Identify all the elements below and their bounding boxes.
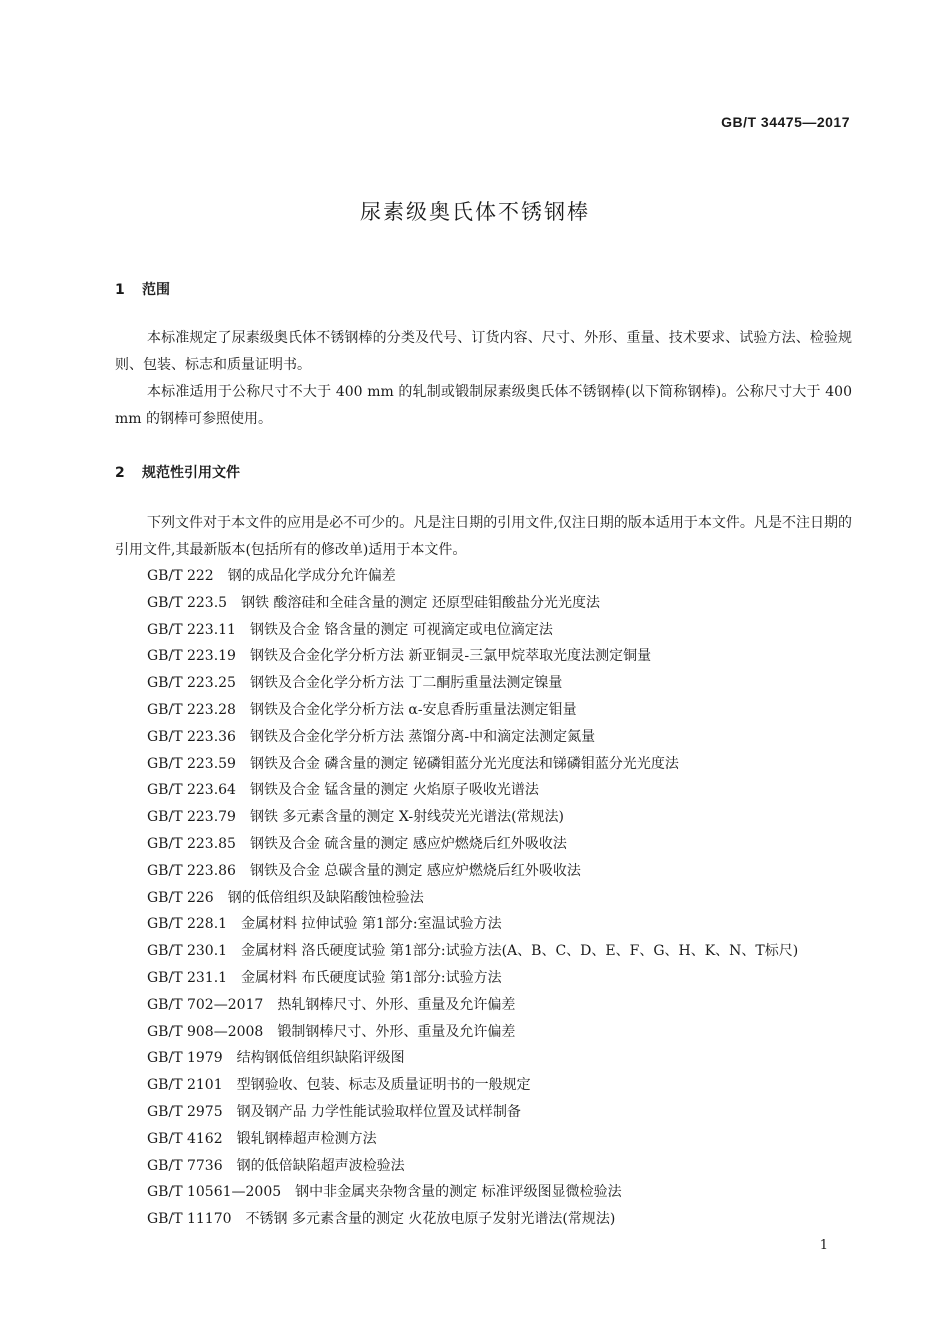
reference-item (147, 697, 798, 724)
reference-title: 钢的低倍缺陷超声波检验法 (236, 1157, 405, 1174)
reference-item (147, 643, 798, 670)
reference-code: GB/T 702—2017 (147, 996, 264, 1013)
reference-item (147, 1099, 798, 1126)
reference-code: GB/T 223.28 (147, 701, 236, 718)
reference-code: GB/T 223.36 (147, 728, 236, 745)
reference-item (147, 590, 798, 617)
reference-code: GB/T 223.86 (147, 862, 236, 879)
reference-title: 金属材料 布氏硬度试验 第1部分:试验方法 (241, 969, 502, 986)
normative-references-list (147, 563, 798, 1233)
section-number: 1 (115, 282, 125, 298)
reference-item (147, 1045, 798, 1072)
reference-code: GB/T 223.19 (147, 648, 236, 665)
reference-item (147, 563, 798, 590)
reference-code: GB/T 228.1 (147, 916, 228, 933)
reference-item (147, 751, 798, 778)
reference-code: GB/T 11170 (147, 1211, 232, 1228)
reference-title: 热轧钢棒尺寸、外形、重量及允许偏差 (277, 996, 516, 1013)
scope-paragraph-1: 本标准规定了尿素级奥氏体不锈钢棒的分类及代号、订货内容、尺寸、外形、重量、技术要求、试验方法、检验规则、包装、标志和质量证明书。 (115, 330, 852, 373)
reference-code: GB/T 223.5 (147, 594, 228, 611)
section-2-heading (115, 462, 240, 482)
reference-item (147, 1126, 798, 1153)
reference-item (147, 804, 798, 831)
reference-item (147, 992, 798, 1019)
reference-item (147, 1072, 798, 1099)
reference-code: GB/T 223.79 (147, 809, 236, 826)
reference-title: 型钢验收、包装、标志及质量证明书的一般规定 (236, 1077, 531, 1094)
document-title: 尿素级奥氏体不锈钢棒 (360, 200, 590, 224)
section-title: 范围 (142, 282, 170, 298)
reference-title: 结构钢低倍组织缺陷评级图 (236, 1050, 405, 1067)
reference-title: 钢铁及合金化学分析方法 α-安息香肟重量法测定钼量 (249, 701, 577, 718)
reference-title: 钢的成品化学成分允许偏差 (227, 568, 396, 584)
reference-code: GB/T 7736 (147, 1157, 223, 1174)
reference-code: GB/T 4162 (147, 1130, 223, 1147)
reference-title: 钢铁及合金 铬含量的测定 可视滴定或电位滴定法 (249, 621, 553, 638)
section-1-heading (115, 279, 170, 299)
reference-code: GB/T 2975 (147, 1103, 223, 1120)
reference-title: 钢铁 酸溶硅和全硅含量的测定 还原型硅钼酸盐分光光度法 (241, 594, 600, 611)
reference-item (147, 911, 798, 938)
reference-code: GB/T 223.11 (147, 621, 236, 638)
reference-item (147, 617, 798, 644)
section-title: 规范性引用文件 (142, 465, 240, 481)
references-intro-paragraph: 下列文件对于本文件的应用是必不可少的。凡是注日期的引用文件,仅注日期的版本适用于本文件。凡是不注日期的引用文件,其最新版本(包括所有的修改单)适用于本文件。 (115, 515, 852, 558)
reference-title: 钢铁及合金 硫含量的测定 感应炉燃烧后红外吸收法 (249, 835, 567, 852)
reference-code: GB/T 223.59 (147, 755, 236, 772)
reference-code: GB/T 223.25 (147, 675, 236, 692)
reference-item (147, 670, 798, 697)
page-number: 1 (819, 1238, 828, 1253)
reference-item (147, 1153, 798, 1180)
reference-title: 钢铁及合金化学分析方法 蒸馏分离-中和滴定法测定氮量 (249, 728, 596, 745)
reference-title: 钢铁 多元素含量的测定 X-射线荧光光谱法(常规法) (249, 809, 564, 826)
reference-item (147, 965, 798, 992)
reference-title: 钢铁及合金化学分析方法 新亚铜灵-三氯甲烷萃取光度法测定铜量 (249, 648, 652, 665)
reference-code: GB/T 231.1 (147, 969, 228, 986)
reference-code: GB/T 908—2008 (147, 1023, 264, 1040)
reference-title: 钢的低倍组织及缺陷酸蚀检验法 (227, 889, 424, 906)
reference-code: GB/T 230.1 (147, 943, 228, 960)
reference-item (147, 885, 798, 912)
reference-title: 锻制钢棒尺寸、外形、重量及允许偏差 (277, 1023, 516, 1040)
reference-item (147, 1206, 798, 1233)
reference-item (147, 938, 798, 965)
reference-title: 钢中非金属夹杂物含量的测定 标准评级图显微检验法 (295, 1184, 622, 1201)
reference-code: GB/T 226 (147, 889, 214, 906)
reference-title: 钢及钢产品 力学性能试验取样位置及试样制备 (236, 1103, 522, 1120)
reference-code: GB/T 1979 (147, 1050, 223, 1067)
reference-title: 钢铁及合金 锰含量的测定 火焰原子吸收光谱法 (249, 782, 539, 799)
reference-item (147, 1019, 798, 1046)
reference-item (147, 724, 798, 751)
reference-code: GB/T 222 (147, 568, 214, 584)
reference-code: GB/T 223.85 (147, 835, 236, 852)
reference-title: 不锈钢 多元素含量的测定 火花放电原子发射光谱法(常规法) (245, 1211, 616, 1228)
reference-item (147, 831, 798, 858)
reference-title: 金属材料 拉伸试验 第1部分:室温试验方法 (241, 916, 502, 933)
reference-title: 金属材料 洛氏硬度试验 第1部分:试验方法(A、B、C、D、E、F、G、H、K、N、T标尺) (241, 943, 799, 960)
reference-code: GB/T 2101 (147, 1077, 223, 1094)
reference-code: GB/T 10561—2005 (147, 1184, 282, 1201)
reference-code: GB/T 223.64 (147, 782, 236, 799)
reference-item (147, 777, 798, 804)
reference-title: 钢铁及合金化学分析方法 丁二酮肟重量法测定镍量 (249, 675, 563, 692)
reference-title: 锻轧钢棒超声检测方法 (236, 1130, 377, 1147)
reference-item (147, 858, 798, 885)
reference-item (147, 1179, 798, 1206)
scope-paragraph-2: 本标准适用于公称尺寸不大于 400 mm 的轧制或锻制尿素级奥氏体不锈钢棒(以下简称钢棒)。公称尺寸大于 400 mm 的钢棒可参照使用。 (115, 384, 852, 427)
reference-title: 钢铁及合金 磷含量的测定 铋磷钼蓝分光光度法和锑磷钼蓝分光光度法 (249, 755, 679, 772)
reference-title: 钢铁及合金 总碳含量的测定 感应炉燃烧后红外吸收法 (249, 862, 581, 879)
section-number: 2 (115, 465, 125, 481)
standard-code: GB/T 34475—2017 (721, 114, 850, 130)
